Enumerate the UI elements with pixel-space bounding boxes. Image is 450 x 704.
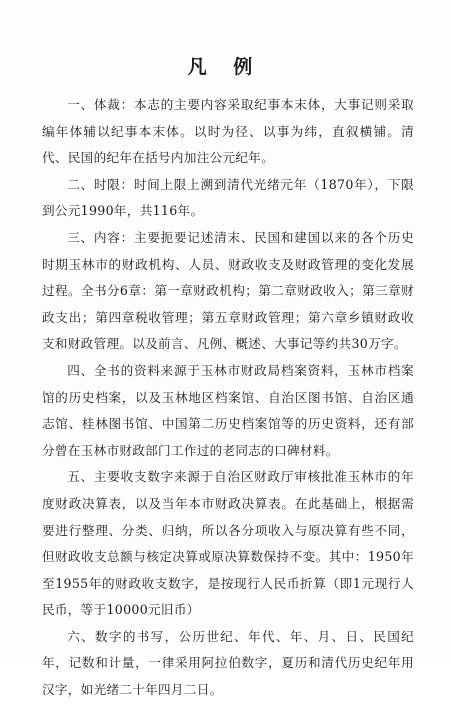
paragraph-content: 三、内容：主要扼要记述清末、民国和建国以来的各个历史时期玉林市的财政机构、人员、财政收支及财政管理的变化发展过程。全书分6章：第一章财政机构；第二章财政收入；第三章财政支出；第四章税收管理；第五章财政管理；第六章乡镇财政收支和财政管理。以及前言、凡例、概述、大事记等约共30万字。 <box>42 229 414 352</box>
paragraph-figures: 五、主要收支数字来源于自治区财政厅审核批准玉林市的年度财政决算表，以及当年本市财政决算表。在此基础上，根据需要进行整理、分类、归纳，所以各分项收入与原决算有些不同，但财政收支总额与核定决算或原决算数保持不变。其中：1950年至1955年的财政收支数字，是按现行人民币折算（即1元现行人民币，等于10000元旧币） <box>42 469 414 618</box>
paragraph-numerals: 六、数字的书写，公历世纪、年代、年、月、日、民国纪年，记数和计量，一律采用阿拉伯数字，夏历和清代历史纪年用汉字，如光绪二十年四月二日。 <box>42 628 414 698</box>
paragraph-time-range: 二、时限：时间上限上溯到清代光绪元年（1870年），下限到公元1990年，共116年。 <box>42 176 414 219</box>
page-title: 凡 例 <box>187 56 263 78</box>
paragraph-style: 一、体裁：本志的主要内容采取纪事本末体，大事记则采取编年体辅以纪事本末体。以时为径、以事为纬，直叙横铺。清代、民国的纪年在括号内加注公元纪年。 <box>42 97 414 166</box>
paragraph-sources: 四、全书的资料来源于玉林市财政局档案资料，玉林市档案馆的历史档案，以及玉林地区档案馆、自治区图书馆、自治区通志馆、桂林图书馆、中国第二历史档案馆等的历史资料，还有部分曾在玉林市财政部门工作过的老同志的口碑材料。 <box>42 362 414 458</box>
document-body <box>42 92 414 704</box>
